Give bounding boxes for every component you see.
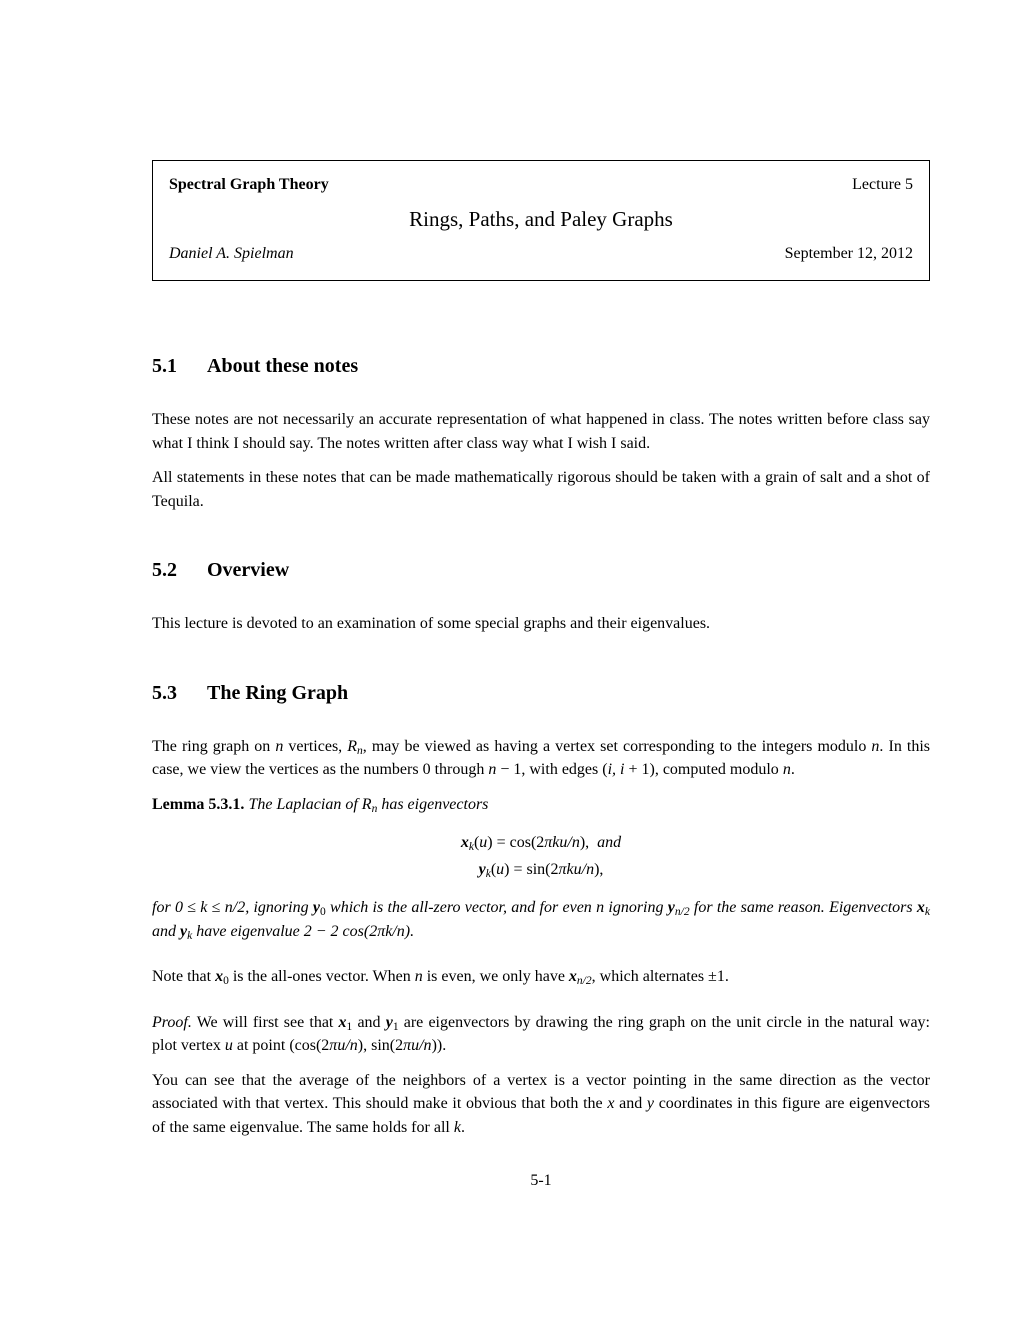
text-run: , may be viewed as having a vertex set corresponding to the integers modulo [362, 737, 872, 755]
section-title: The Ring Graph [207, 681, 349, 704]
lecture-date: September 12, 2012 [784, 245, 913, 262]
text-run: ≤ [207, 899, 225, 916]
text-run: ), [579, 834, 598, 851]
section-title: Overview [207, 559, 290, 581]
text-run: . [790, 761, 795, 778]
equation-sin [152, 856, 930, 883]
text-run: n [371, 802, 378, 815]
paragraph-ring-intro [152, 735, 930, 782]
text-run: x [568, 968, 577, 985]
text-run: coordinates in this figure are eigenvectors of the same eigenvalue. The same holds for all [152, 1095, 931, 1136]
text-run: We will first see that [191, 1013, 339, 1031]
text-run: u [496, 861, 505, 878]
text-run: n/2 [576, 975, 592, 988]
text-run: n/ [224, 899, 238, 916]
text-run: x [607, 1095, 615, 1112]
text-run: y [385, 1013, 393, 1031]
text-run: and [152, 922, 180, 940]
text-run: Proof. [152, 1013, 192, 1031]
text-run: ) = cos(2 [487, 834, 545, 851]
text-run: Lemma 5.3.1. [152, 795, 245, 813]
section-number: 5.3 [152, 681, 177, 704]
text-run: k [485, 868, 491, 881]
lemma-continuation [152, 896, 930, 943]
text-run: k [200, 899, 208, 916]
text-run: 0 [320, 906, 326, 919]
text-run: and [597, 834, 622, 851]
text-run: You can see that the average of the neighbors of a vertex is a vector pointing in the same direction as the vector associated with that vertex. This should make it obvious that both the [152, 1071, 930, 1112]
text-run: + 1), computed modulo [624, 761, 783, 778]
text-run: , which alternates ±1. [591, 968, 729, 985]
text-run: R [347, 737, 358, 755]
text-run: y [667, 899, 675, 916]
text-run: The ring graph on [152, 737, 276, 755]
text-run: i, i [607, 761, 625, 778]
text-run: πku/n [558, 861, 595, 878]
text-run: k [453, 1118, 461, 1136]
lecture-header-box [152, 160, 930, 281]
text-run: 1 [392, 1020, 399, 1033]
text-run: y [180, 922, 188, 940]
text-run: u [224, 1037, 233, 1054]
text-run: for the same reason. Eigenvectors [689, 899, 917, 916]
paragraph-overview: This lecture is devoted to an examination of some special graphs and their eigenvalues. [152, 615, 711, 632]
text-run: . In this case, we view the vertices as the numbers 0 through [152, 737, 931, 778]
section-number: 5.2 [152, 559, 177, 581]
header-bottom-row [169, 244, 913, 264]
text-run: vertices, [283, 737, 348, 755]
equation-cos [152, 829, 930, 856]
section-heading-5-2 [152, 557, 930, 583]
text-run: ). [404, 922, 415, 940]
text-run: ), [594, 861, 604, 878]
text-run: k [924, 906, 931, 919]
text-run: n [414, 968, 423, 985]
text-run: has eigenvectors [377, 795, 489, 813]
text-run: is the all-ones vector. When [228, 968, 415, 985]
paragraph-notes-2: All statements in these notes that can be made mathematically rigorous should be taken with a grain of salt and a shot of Tequila. [152, 469, 930, 510]
text-run: ( [490, 861, 497, 878]
text-run: n [871, 737, 880, 755]
text-run: which is the all-zero vector, and for even [325, 899, 597, 916]
lecture-title: Rings, Paths, and Paley Graphs [409, 207, 673, 231]
author-name: Daniel A. Spielman [169, 245, 294, 262]
text-run: k [468, 841, 474, 854]
section-number: 5.1 [152, 355, 177, 377]
text-run: n [596, 899, 605, 916]
course-name: Spectral Graph Theory [169, 176, 329, 193]
text-run: k [187, 929, 193, 942]
text-run: n [357, 744, 363, 757]
text-run: πk/n [377, 922, 405, 940]
text-run: x [460, 834, 469, 851]
text-run: ( [473, 834, 480, 851]
text-run: πu/n [403, 1037, 432, 1054]
text-run: 1 [346, 1020, 353, 1033]
text-run: at point (cos(2 [232, 1037, 330, 1054]
text-run: y [312, 899, 320, 916]
text-run: y [478, 861, 486, 878]
text-run: x [916, 899, 925, 916]
display-equations [152, 829, 930, 883]
text-run: x [338, 1013, 347, 1031]
text-run: πku/n [544, 834, 580, 851]
text-run: have eigenvalue 2 − 2 cos(2 [192, 922, 378, 940]
text-run: The Laplacian of [244, 795, 362, 813]
text-run: ignoring [604, 899, 668, 916]
text-run: and [352, 1013, 386, 1031]
text-run: Note that [152, 968, 216, 985]
text-run: R [361, 795, 372, 813]
section-heading-5-1 [152, 353, 930, 379]
section-heading-5-3 [152, 680, 930, 706]
lecture-number: Lecture 5 [852, 176, 913, 193]
text-run: ), sin(2 [357, 1037, 404, 1054]
text-run: n [275, 737, 284, 755]
text-run: u [479, 834, 488, 851]
text-run: for 0 ≤ [152, 899, 201, 916]
text-run: are eigenvectors by drawing the ring graph on the unit circle in the natural way: plot vertex [152, 1013, 930, 1054]
text-run: ) = sin(2 [504, 861, 559, 878]
section-title: About these notes [207, 355, 359, 377]
text-run: . [460, 1118, 465, 1136]
text-run: is even, we only have [422, 968, 569, 985]
text-run: πu/n [329, 1037, 358, 1054]
text-run: n [488, 761, 497, 778]
paragraph-proof [152, 1011, 930, 1058]
lemma-statement [152, 793, 930, 817]
text-run: y [646, 1095, 655, 1112]
text-run: n/2 [674, 906, 690, 919]
text-run: x [215, 968, 224, 985]
paragraph-notes-1: These notes are not necessarily an accurate representation of what happened in class. The notes written before class say what I think I should say. The notes written after class way what I wish I said. [152, 411, 930, 452]
paragraph-note [152, 965, 930, 989]
text-run: 2, ignoring [237, 899, 313, 916]
page-number: 5-1 [530, 1172, 552, 1189]
text-run: 0 [223, 975, 229, 988]
content-column [152, 0, 930, 1193]
text-run: n [782, 761, 791, 778]
text-run: )). [431, 1037, 447, 1054]
header-top-row [169, 175, 913, 195]
paragraph-closing [152, 1069, 930, 1140]
text-run: and [614, 1095, 647, 1112]
text-run: − 1, with edges ( [496, 761, 608, 778]
